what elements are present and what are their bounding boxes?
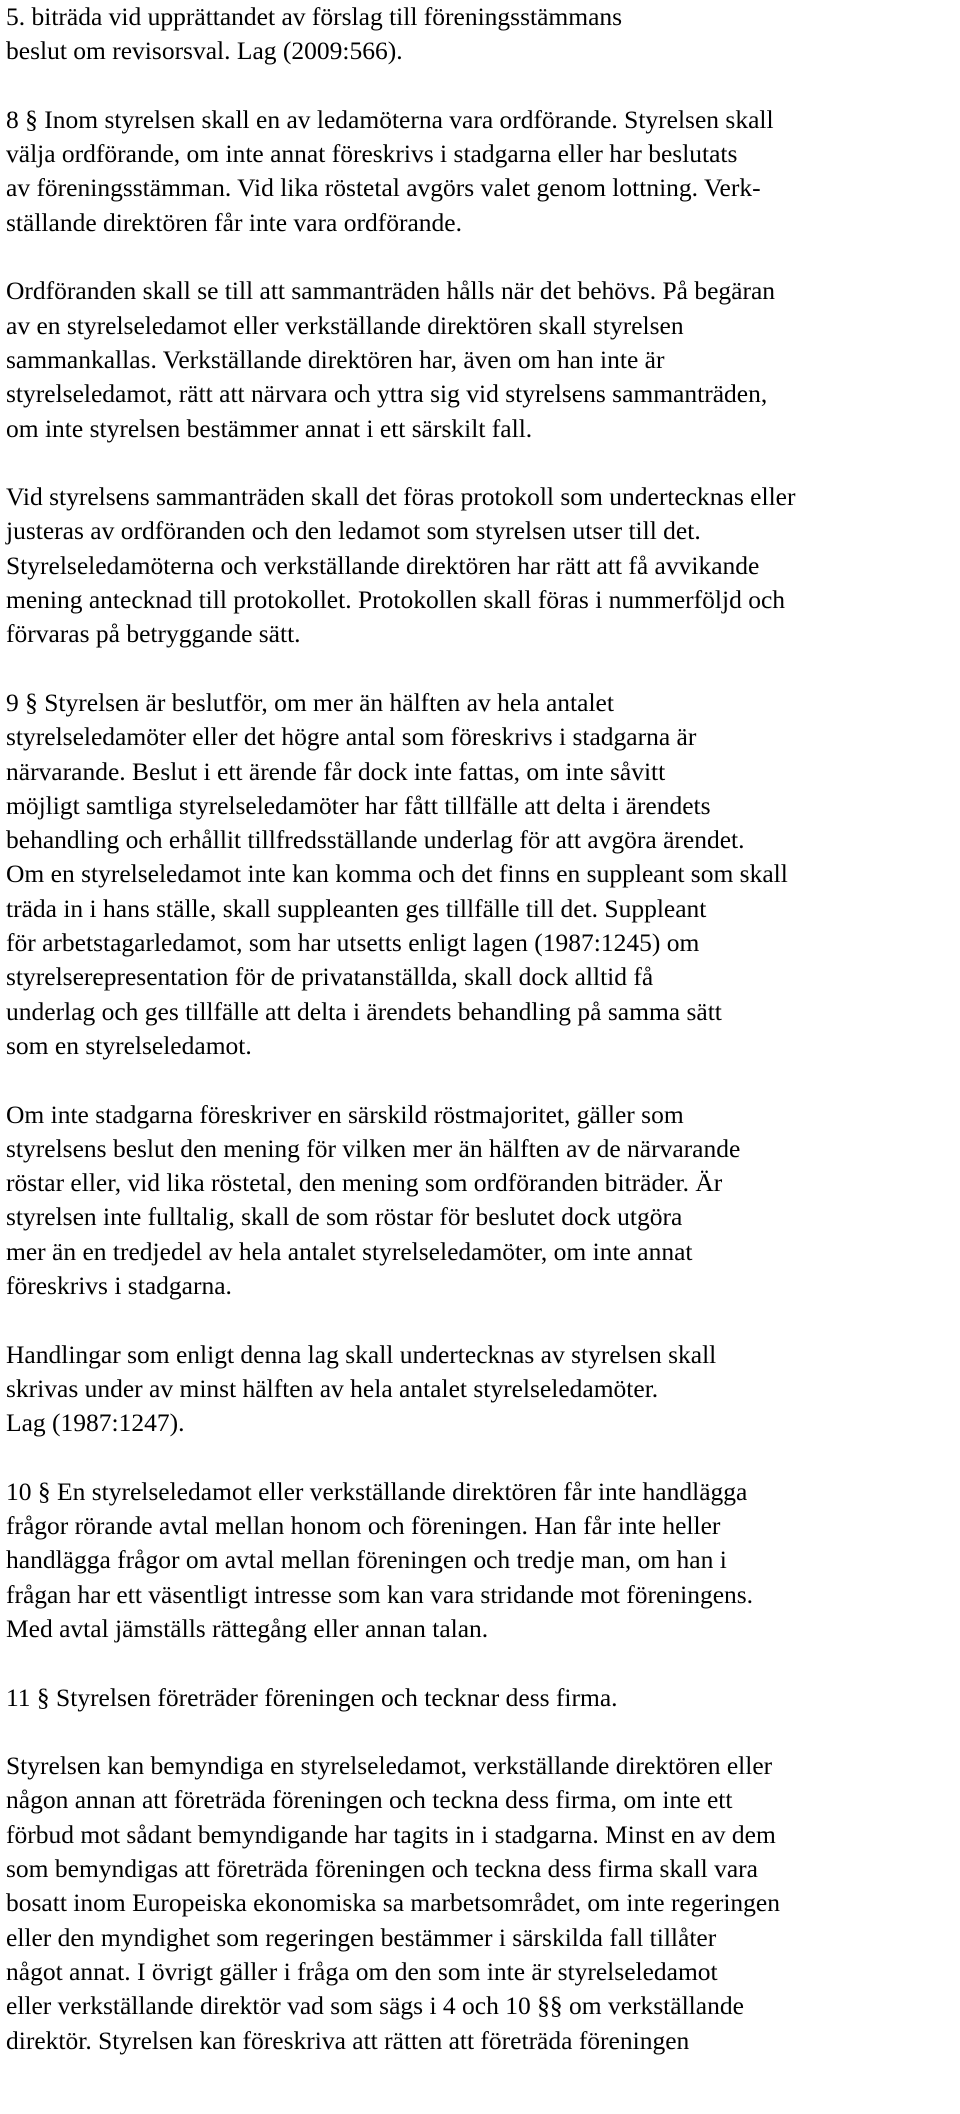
text-line: styrelseledamot, rätt att närvara och yttra sig vid styrelsens sammanträden,	[6, 379, 768, 409]
text-line: Om en styrelseledamot inte kan komma och det finns en suppleant som skall	[6, 859, 788, 889]
text-line: handlägga frågor om avtal mellan föreningen och tredje man, om han i	[6, 1545, 727, 1575]
text-line: sammankallas. Verkställande direktören har, även om han inte är	[6, 344, 665, 374]
paragraph	[6, 1098, 956, 1304]
text-line: 9 § Styrelsen är beslutför, om mer än hälften av hela antalet	[6, 687, 614, 717]
text-line: styrelseledamöter eller det högre antal som föreskrivs i stadgarna är	[6, 722, 697, 752]
text-line: 11 § Styrelsen företräder föreningen och tecknar dess firma.	[6, 1682, 618, 1712]
text-line: beslut om revisorsval. Lag (2009:566).	[6, 36, 403, 66]
text-line: underlag och ges tillfälle att delta i ärendets behandling på samma sätt	[6, 996, 722, 1026]
text-line: 8 § Inom styrelsen skall en av ledamöterna vara ordförande. Styrelsen skall	[6, 104, 774, 134]
paragraph	[6, 0, 956, 69]
paragraph	[6, 686, 956, 1063]
paragraph	[6, 1338, 956, 1441]
text-line: av föreningsstämman. Vid lika röstetal avgörs valet genom lottning. Verk-	[6, 173, 761, 203]
text-line: Styrelsen kan bemyndiga en styrelseledamot, verkställande direktören eller	[6, 1751, 773, 1781]
text-line: någon annan att företräda föreningen och teckna dess firma, om inte ett	[6, 1785, 733, 1815]
text-line: frågan har ett väsentligt intresse som kan vara stridande mot föreningens.	[6, 1579, 754, 1609]
text-line: styrelsens beslut den mening för vilken mer än hälften av de närvarande	[6, 1133, 741, 1163]
text-line: ställande direktören får inte vara ordförande.	[6, 207, 462, 237]
text-line: styrelserepresentation för de privatanställda, skall dock alltid få	[6, 962, 654, 992]
text-line: frågor rörande avtal mellan honom och föreningen. Han får inte heller	[6, 1511, 721, 1541]
text-line: Ordföranden skall se till att sammanträden hålls när det behövs. På begäran	[6, 276, 776, 306]
text-line: 5. biträda vid upprättandet av förslag till föreningsstämmans	[6, 2, 623, 31]
paragraph	[6, 1681, 956, 1715]
text-line: justeras av ordföranden och den ledamot som styrelsen utser till det.	[6, 516, 701, 546]
paragraph	[6, 1475, 956, 1646]
text-line: Vid styrelsens sammanträden skall det föras protokoll som undertecknas eller	[6, 482, 796, 512]
document-body	[6, 0, 956, 2092]
text-line: för arbetstagarledamot, som har utsetts enligt lagen (1987:1245) om	[6, 928, 700, 958]
text-line: träda in i hans ställe, skall suppleanten ges tillfälle till det. Suppleant	[6, 893, 707, 923]
paragraph	[6, 480, 956, 651]
text-line: som bemyndigas att företräda föreningen och teckna dess firma skall vara	[6, 1854, 758, 1884]
text-line: föreskrivs i stadgarna.	[6, 1270, 232, 1300]
text-line: förvaras på betryggande sätt.	[6, 619, 301, 649]
text-line: som en styrelseledamot.	[6, 1030, 252, 1060]
text-line: något annat. I övrigt gäller i fråga om den som inte är styrelseledamot	[6, 1956, 718, 1986]
text-line: skrivas under av minst hälften av hela antalet styrelseledamöter.	[6, 1373, 659, 1403]
paragraph	[6, 274, 956, 445]
text-line: Lag (1987:1247).	[6, 1408, 185, 1438]
text-line: behandling och erhållit tillfredsställande underlag för att avgöra ärendet.	[6, 825, 745, 855]
text-line: om inte styrelsen bestämmer annat i ett särskilt fall.	[6, 413, 533, 443]
text-line: direktör. Styrelsen kan föreskriva att rätten att företräda föreningen	[6, 2025, 690, 2055]
paragraph	[6, 1749, 956, 2058]
text-line: Med avtal jämställs rättegång eller annan talan.	[6, 1613, 489, 1643]
text-line: styrelsen inte fulltalig, skall de som röstar för beslutet dock utgöra	[6, 1202, 683, 1232]
text-line: välja ordförande, om inte annat föreskrivs i stadgarna eller har beslutats	[6, 139, 738, 169]
text-line: Om inte stadgarna föreskriver en särskild röstmajoritet, gäller som	[6, 1099, 684, 1129]
text-line: bosatt inom Europeiska ekonomiska sa marbetsområdet, om inte regeringen	[6, 1888, 781, 1918]
text-line: mer än en tredjedel av hela antalet styrelseledamöter, om inte annat	[6, 1236, 693, 1266]
text-line: 10 § En styrelseledamot eller verkställande direktören får inte handlägga	[6, 1476, 748, 1506]
text-line: mening antecknad till protokollet. Protokollen skall föras i nummerföljd och	[6, 585, 786, 615]
text-line: närvarande. Beslut i ett ärende får dock inte fattas, om inte såvitt	[6, 756, 666, 786]
text-line: röstar eller, vid lika röstetal, den mening som ordföranden biträder. Är	[6, 1168, 723, 1198]
text-line: av en styrelseledamot eller verkställande direktören skall styrelsen	[6, 310, 684, 340]
text-line: Handlingar som enligt denna lag skall undertecknas av styrelsen skall	[6, 1339, 717, 1369]
text-line: eller verkställande direktör vad som sägs i 4 och 10 §§ om verkställande	[6, 1991, 744, 2021]
text-line: möjligt samtliga styrelseledamöter har fått tillfälle att delta i ärendets	[6, 790, 711, 820]
paragraph	[6, 103, 956, 240]
text-line: förbud mot sådant bemyndigande har tagits in i stadgarna. Minst en av dem	[6, 1819, 776, 1849]
text-line: Styrelseledamöterna och verkställande direktören har rätt att få avvikande	[6, 550, 760, 580]
text-line: eller den myndighet som regeringen bestämmer i särskilda fall tillåter	[6, 1922, 717, 1952]
